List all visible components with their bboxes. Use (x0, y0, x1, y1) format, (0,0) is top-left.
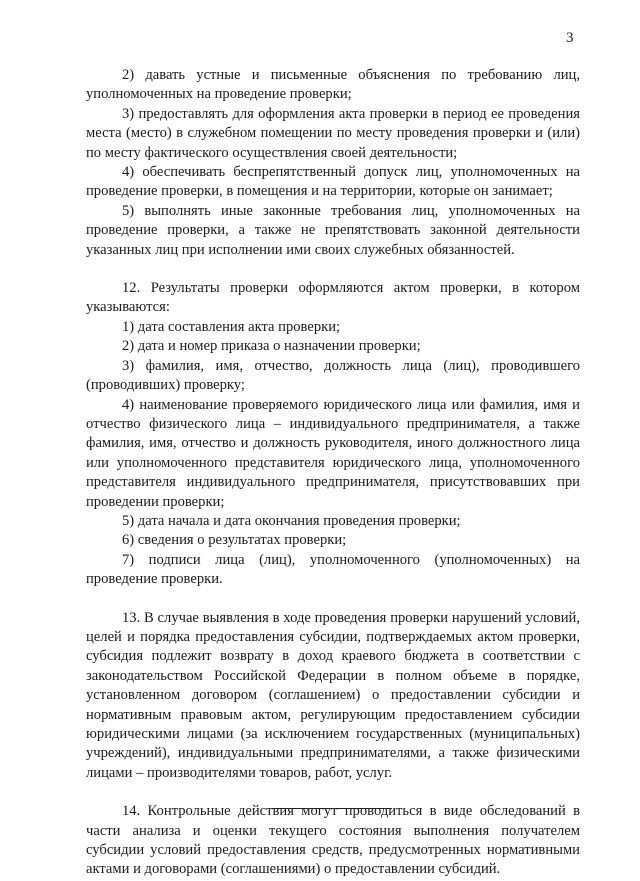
section-12-item-6: 6) сведения о результатах проверки; (122, 532, 347, 549)
section-13: 13. В случае выявления в ходе проведения проверки нарушений условий, целей и порядка предоставления субсидии, подтверждаемых актом проверки, субсидия подлежит возврату в доход краевого бюджета в соответствии с законодательством Российской Федерации в полном объеме в порядке, установленном договором (соглашением) о предоставлении субсидии и нормативным правовым актом, регулирующим предоставлением субсидии юридическими лицами (за исключением государственных (муниципальных) учреждений), индивидуальными предпринимателями, а также физическими лицами – производителями товаров, работ, услуг. (86, 609, 580, 781)
paragraph-gap (86, 783, 580, 802)
section-12-item-7: 7) подписи лица (лиц), уполномоченного (уполномоченных) на проведение проверки. (86, 551, 580, 588)
section-11-item-5: 5) выполнять иные законные требования лиц, уполномоченных на проведение проверки, а также не препятствовать законной деятельности указанных лиц при исполнении ими своих служебных обязанностей. (86, 202, 580, 258)
section-12-item-3: 3) фамилия, имя, отчество, должность лица (лиц), проводившего (проводивших) проверку; (86, 357, 580, 394)
section-11-item-2: 2) давать устные и письменные объяснения по требованию лиц, уполномоченных на проведение проверки; (86, 67, 580, 103)
section-12-item-1: 1) дата составления акта проверки; (122, 318, 341, 335)
section-12-item-4: 4) наименование проверяемого юридического лица или фамилия, имя и отчество физического лица – индивидуального предпринимателя, а также фамилия, имя, отчество и должность руководителя, иного должностного лица или уполномоченного представителя юридического лица, уполномоченного представителя индивидуального предпринимателя, присутствовавших при проведении проверки; (86, 396, 580, 510)
section-14: 14. Контрольные действия могут проводиться в виде обследований в части анализа и оценки текущего состояния выполнения получателем субсидии условий предоставления средств, предусмотренных нормативными актами и договорами (соглашениями) о предоставлении субсидий. (86, 803, 580, 878)
page-number: 3 (566, 30, 574, 46)
paragraph-gap (86, 260, 580, 279)
document-body (86, 66, 580, 880)
section-12-item-5: 5) дата начала и дата окончания проведения проверки; (122, 512, 461, 529)
section-11-item-4: 4) обеспечивать беспрепятственный допуск лиц, уполномоченных на проведение проверки, в помещения и на территории, которые он занимает; (86, 164, 580, 200)
section-11-item-3: 3) предоставлять для оформления акта проверки в период ее проведения места (место) в служебном помещении по месту проведения проверки и (или) по месту фактического осуществления своей деятельности; (86, 105, 580, 161)
paragraph-gap (86, 590, 580, 609)
section-12-intro: 12. Результаты проверки оформляются актом проверки, в котором указываются: (86, 280, 580, 316)
closing-separator-line (272, 808, 392, 809)
section-12-item-2: 2) дата и номер приказа о назначении проверки; (122, 338, 421, 355)
